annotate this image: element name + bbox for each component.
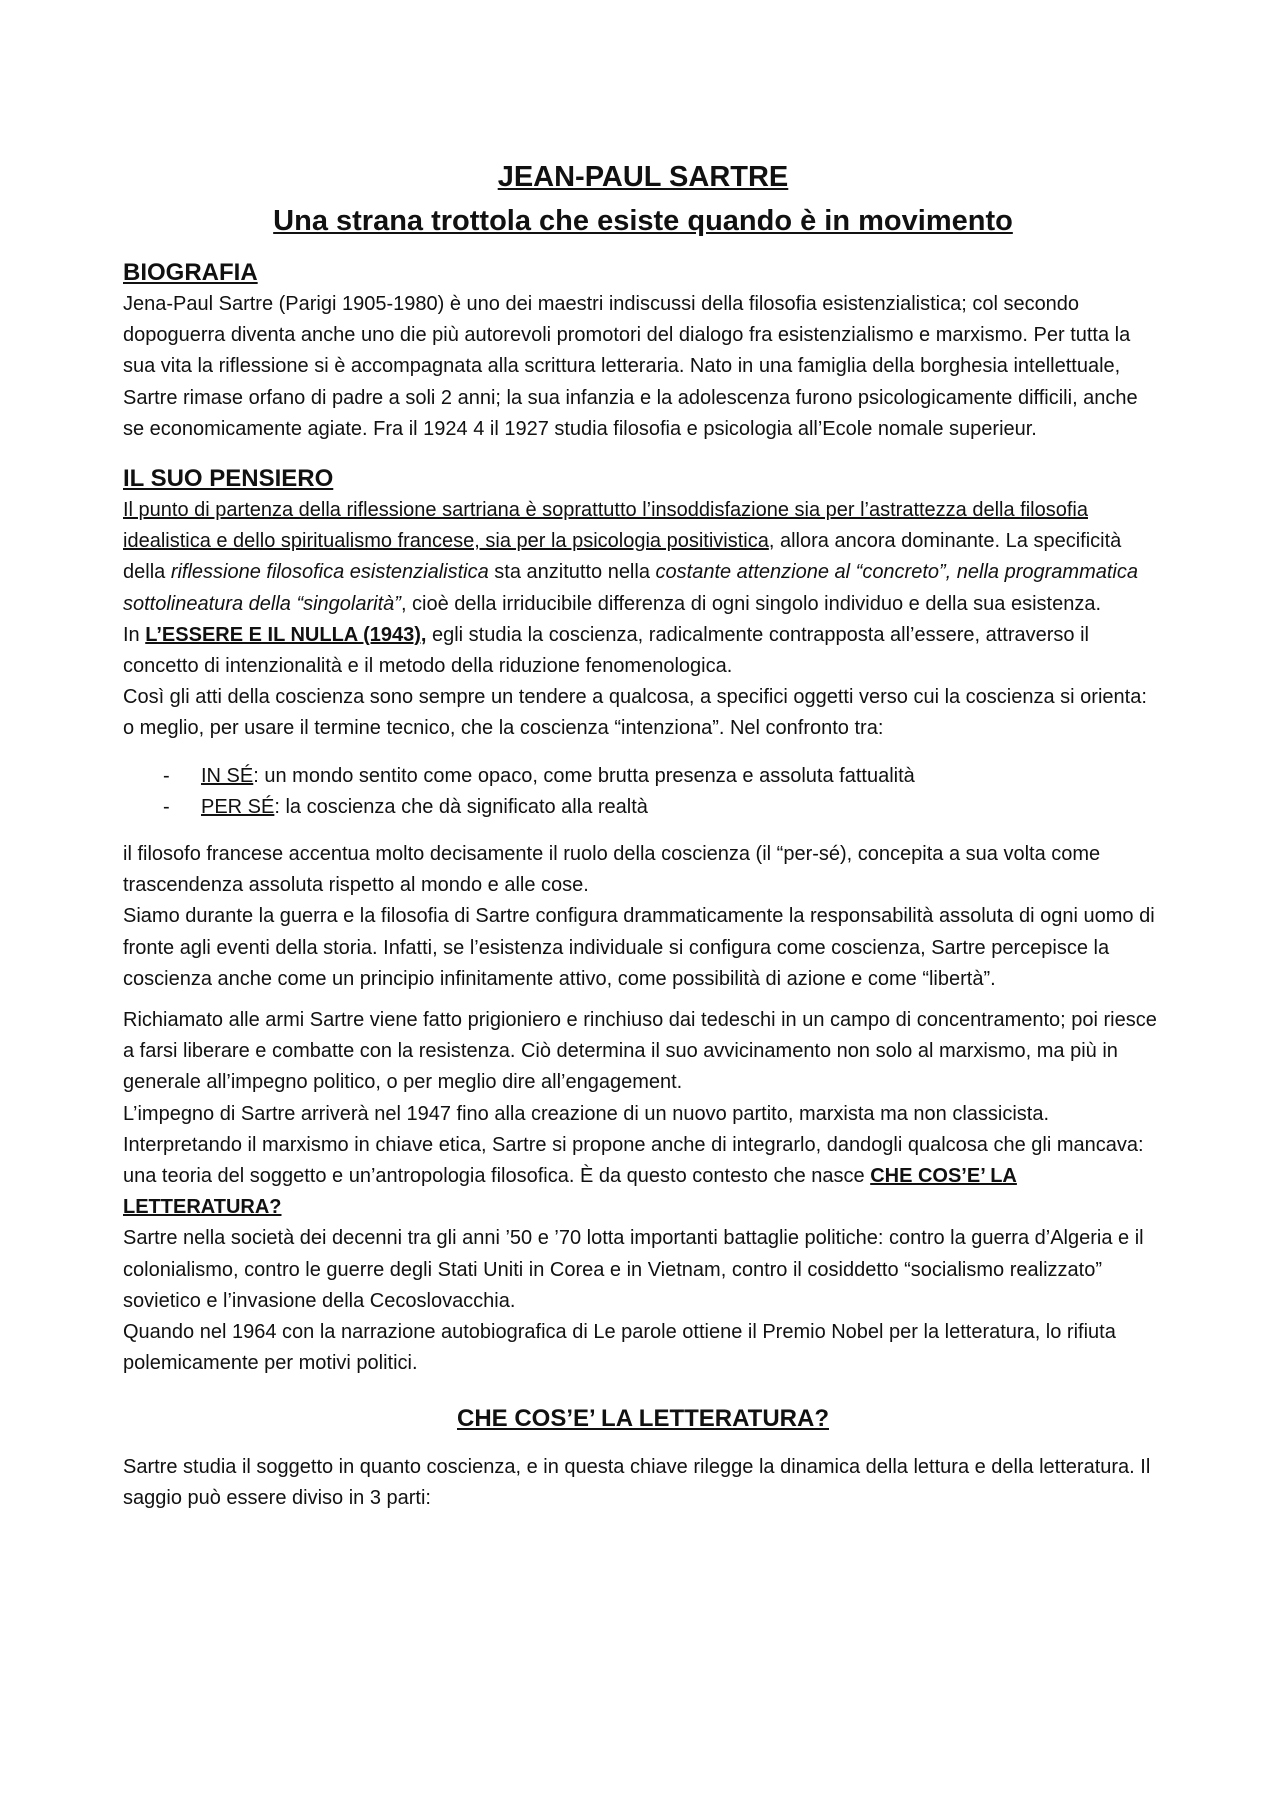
pensiero-paragraph-3: Così gli atti della coscienza sono sempre un tendere a qualcosa, a specifici oggetti verso cui la coscienza si orienta: o meglio, per usare il termine tecnico, che la coscienza “intenziona”. Nel confronto tra: [123, 686, 1147, 740]
list-bullet: - [163, 795, 170, 818]
pensiero-paragraph-7 [123, 1099, 1163, 1224]
pensiero-paragraph-4: il filosofo francese accentua molto decisamente il ruolo della coscienza (il “per-sé), concepita a sua volta come trascendenza assoluta rispetto al mondo e alle cose. [123, 843, 1101, 897]
section-heading-pensiero: IL SUO PENSIERO [123, 465, 334, 493]
concept-list [123, 761, 1163, 823]
text-span: sta anzitutto nella [488, 561, 656, 584]
book-title: L’ESSERE E IL NULLA (1943), [145, 623, 427, 646]
pensiero-paragraph-6: Richiamato alle armi Sartre viene fatto prigioniero e rinchiuso dai tedeschi in un campo di concentramento; poi riesce a farsi liberare e combatte con la resistenza. Ciò determina il suo avvicinamento non solo al marxismo, ma più in generale all’impegno politico, o per meglio dire all’engagement. [123, 1009, 1157, 1094]
section-heading-biografia: BIOGRAFIA [123, 259, 258, 286]
document-body [123, 155, 1163, 1514]
pensiero-paragraph-9: Quando nel 1964 con la narrazione autobiografica di Le parole ottiene il Premio Nobel per la letteratura, lo rifiuta polemicamente per motivi politici. [123, 1321, 1116, 1375]
book-title: CHE COS’E’ LA LETTERATURA? [123, 1165, 1017, 1219]
italic-text: costante attenzione al “concreto”, nella programmatica sottolineatura della “singolarità” [123, 561, 1138, 615]
text-span: L’impegno di Sartre arriverà nel 1947 fino alla creazione di un nuovo partito, marxista ma non classicista. Interpretando il marxismo in chiave etica, Sartre si propone anche di integrarlo, dandogli qualcosa che gli mancava: una teoria del soggetto e un’antropologia filosofica. È da questo contesto che nasce [123, 1102, 1144, 1188]
pensiero-paragraph-8: Sartre nella società dei decenni tra gli anni ’50 e ’70 lotta importanti battaglie politiche: contro la guerra d’Algeria e il colonialismo, contro le guerre degli Stati Uniti in Corea e in Vietnam, contro il cosiddetto “socialismo realizzato” sovietico e l’invasione della Cecoslovacchia. [123, 1227, 1144, 1312]
underlined-text: Il punto di partenza della riflessione sartriana è soprattutto l’insoddisfazione sia per l’astrattezza della filosofia idealistica e dello spiritualismo francese, sia per la psicologia positivistica [123, 499, 1088, 553]
list-item [123, 792, 1163, 823]
text-span: , allora ancora dominante. La specificità della [123, 530, 1122, 584]
pensiero-paragraph-1 [123, 495, 1163, 620]
text-span: In [123, 623, 146, 646]
pensiero-paragraph-5: Siamo durante la guerra e la filosofia di Sartre configura drammaticamente la responsabilità assoluta di ogni uomo di fronte agli eventi della storia. Infatti, se l’esistenza individuale si configura come coscienza, Sartre percepisce la coscienza anche come un principio infinitamente attivo, come possibilità di azione e come “libertà”. [123, 905, 1155, 990]
pensiero-paragraph-2 [123, 620, 1163, 682]
list-item [123, 761, 1163, 792]
text-span: egli studia la coscienza, radicalmente contrapposta all’essere, attraverso il concetto di intenzionalità e il metodo della riduzione fenomenologica. [123, 623, 1089, 678]
list-desc: : un mondo sentito come opaco, come brutta presenza e assoluta fattualità [253, 764, 915, 787]
document-subtitle: Una strana trottola che esiste quando è in movimento [273, 205, 1013, 237]
biografia-paragraph: Jena-Paul Sartre (Parigi 1905-1980) è uno dei maestri indiscussi della filosofia esistenzialistica; col secondo dopoguerra diventa anche uno die più autorevoli promotori del dialogo fra esistenzialismo e marxismo. Per tutta la sua vita la riflessione si è accompagnata alla scrittura letteraria. Nato in una famiglia della borghesia intellettuale, Sartre rimase orfano di padre a soli 2 anni; la sua infanzia e la adolescenza furono psicologicamente difficili, anche se economicamente agiate. Fra il 1924 4 il 1927 studia filosofia e psicologia all’Ecole nomale superieur. [123, 293, 1138, 440]
list-term: IN SÉ [201, 764, 254, 787]
text-span: , cioè della irriducibile differenza di ogni singolo individuo e della sua esistenza. [400, 592, 1101, 615]
section-heading-letteratura: CHE COS’E’ LA LETTERATURA? [457, 1404, 829, 1432]
list-desc: : la coscienza che dà significato alla realtà [274, 795, 648, 818]
letteratura-paragraph: Sartre studia il soggetto in quanto coscienza, e in questa chiave rilegge la dinamica della lettura e della letteratura. Il saggio può essere diviso in 3 parti: [123, 1455, 1151, 1509]
document-title: JEAN-PAUL SARTRE [497, 161, 789, 193]
list-bullet: - [163, 764, 170, 787]
list-term: PER SÉ [201, 795, 275, 818]
italic-text: riflessione filosofica esistenzialistica [170, 561, 489, 584]
